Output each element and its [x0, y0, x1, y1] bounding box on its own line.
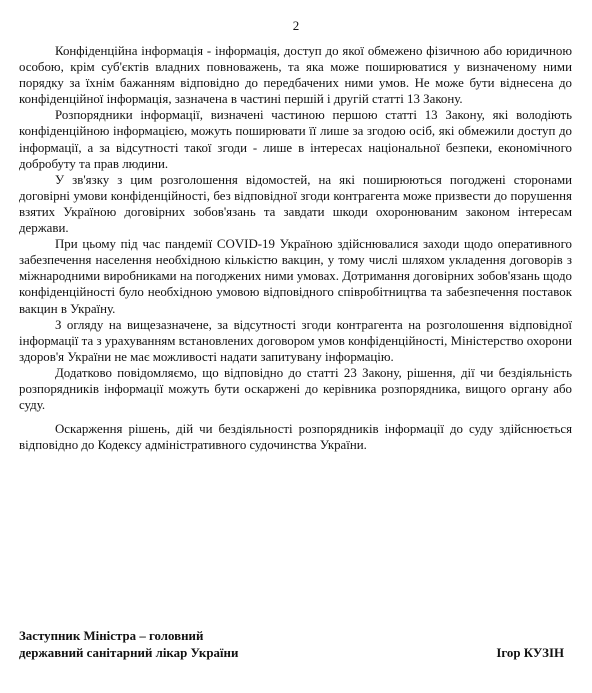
paragraph-disclosure-risk: У зв'язку з цим розголошення відомостей, на які поширюються погоджені сторонами договірні умови конфіденційності, без відповідної згоди контрагента може призвести до порушення взятих Україною договірних зобов'язань та завдати шкоди охоронюваним законом інтересам держави. — [19, 172, 572, 236]
paragraph-covid-vaccines: При цьому під час пандемії COVID-19 Україною здійснювалися заходи щодо оперативного забезпечення населення необхідною кількістю вакцин, у тому числі шляхом укладення договорів з міжнародними виробниками на погоджених ними умовах. Дотримання договірних зобов'язань щодо конфіденційності було необхідною умовою відповідного співробітництва та забезпечення поставок вакцин в Україну. — [19, 237, 572, 316]
paragraph-appeal-rights: Додатково повідомляємо, що відповідно до статті 23 Закону, рішення, дії чи бездіяльність розпорядників інформації можуть бути оскаржені до керівника розпорядника, вищого органу або суду. — [19, 365, 572, 413]
signatory-name: Ігор КУЗІН — [496, 646, 564, 660]
letter-body — [19, 43, 572, 453]
page-number: 2 — [292, 18, 300, 33]
signature-block — [19, 628, 572, 662]
paragraph-conclusion: З огляду на вищезазначене, за відсутності згоди контрагента на розголошення відповідної інформації та з урахуванням встановлених договором умов конфіденційності, Міністерство охорони здоров'я України не має можливості надати запитувану інформацію. — [19, 317, 572, 364]
signatory-position-line2: державний санітарний лікар України — [19, 646, 239, 660]
paragraph-appeal-court: Оскарження рішень, дій чи бездіяльності розпорядників інформації до суду здійснюється відповідно до Кодексу адміністративного судочинства України. — [19, 422, 572, 453]
paragraph-information-holders: Розпорядники інформації, визначені частиною першою статті 13 Закону, які володіють конфіденційною інформацією, можуть поширювати її лише за згодою осіб, які обмежили доступ до інформації, а за відсутності такої згоди - лише в інтересах національної безпеки, економічного добробуту та прав людини. — [19, 108, 572, 171]
paragraph-confidential-definition: Конфіденційна інформація - інформація, доступ до якої обмежено фізичною або юридичною особою, крім суб'єктів владних повноважень, та яка може поширюватися у визначеному ними порядку за їхнім бажанням відповідно до передбачених ними умов. Не може бути віднесена до конфіденційної інформація, зазначена в частині першій і другій статті 13 Закону. — [19, 44, 572, 107]
signatory-position-line1: Заступник Міністра – головний — [19, 629, 204, 643]
